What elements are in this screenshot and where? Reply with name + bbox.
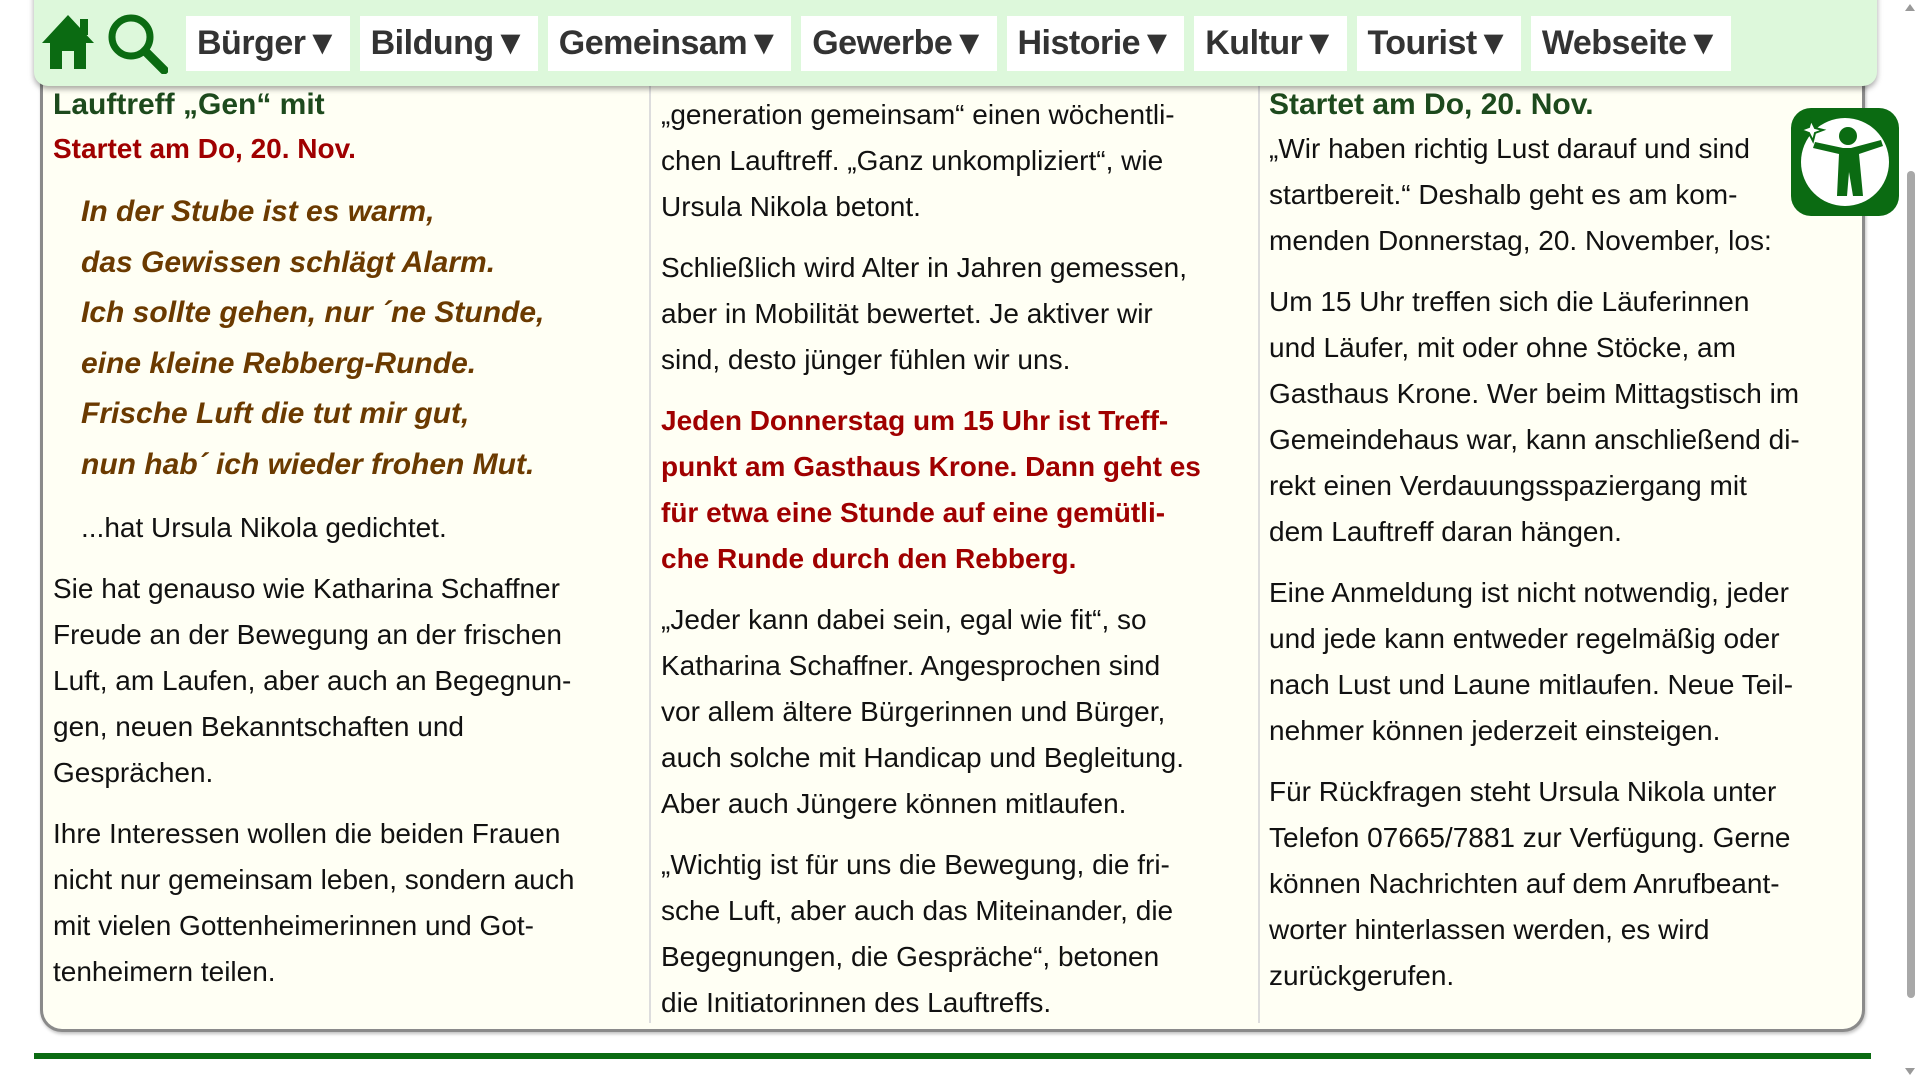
text-line: und Läufer, mit oder ohne Stöcke, am bbox=[1269, 332, 1736, 363]
menu-historie[interactable]: Historie▼ bbox=[1007, 16, 1185, 71]
text-line: chen Lauftreff. „Ganz unkompliziert“, wie bbox=[661, 145, 1164, 176]
text-line: zurückgerufen. bbox=[1269, 960, 1455, 991]
menu-tourist[interactable]: Tourist▼ bbox=[1357, 16, 1521, 71]
text-line: nun hab´ ich wieder frohen Mut. bbox=[81, 447, 535, 481]
text-line: gen, neuen Bekanntschaften und bbox=[53, 711, 465, 742]
text-line: können Nachrichten auf dem Anrufbeant- bbox=[1269, 868, 1780, 899]
text-line: Begegnungen, die Gespräche“, betonen bbox=[661, 941, 1160, 972]
start-date-heading bbox=[53, 126, 574, 172]
menu-bar bbox=[186, 16, 1731, 71]
text-line: Freude an der Bewegung an der frischen bbox=[53, 619, 562, 650]
text-line: tenheimern teilen. bbox=[53, 956, 276, 987]
poem-attribution bbox=[53, 505, 574, 551]
scroll-down-arrow-icon[interactable] bbox=[1905, 1068, 1915, 1075]
main-navigation bbox=[34, 0, 1877, 86]
paragraph bbox=[1269, 570, 1800, 754]
text-line: Für Rückfragen steht Ursula Nikola unter bbox=[1269, 776, 1777, 807]
search-icon[interactable] bbox=[106, 12, 168, 74]
scroll-up-arrow-icon[interactable] bbox=[1905, 4, 1915, 11]
section-heading bbox=[1269, 88, 1800, 122]
home-icon[interactable] bbox=[40, 13, 96, 71]
paragraph bbox=[1269, 769, 1800, 999]
text-line: „generation gemeinsam“ einen wöchentli- bbox=[661, 99, 1175, 130]
article-box bbox=[40, 0, 1865, 1032]
menu-webseite[interactable]: Webseite▼ bbox=[1531, 16, 1731, 71]
paragraph bbox=[1269, 279, 1800, 555]
article-column-left bbox=[53, 57, 574, 1010]
text-line: Gasthaus Krone. Wer beim Mittagstisch im bbox=[1269, 378, 1800, 409]
text-line: worter hinterlassen werden, es wird bbox=[1269, 914, 1710, 945]
text-line: Jeden Donnerstag um 15 Uhr ist Treff- bbox=[661, 405, 1169, 436]
text-line: sind, desto jünger fühlen wir uns. bbox=[661, 344, 1071, 375]
scrollbar-thumb[interactable] bbox=[1907, 171, 1915, 998]
text-line: Startet am Do, 20. Nov. bbox=[1269, 88, 1594, 121]
text-line: Ihre Interessen wollen die beiden Frauen bbox=[53, 818, 561, 849]
text-line: sche Luft, aber auch das Miteinander, die bbox=[661, 895, 1174, 926]
menu-kultur[interactable]: Kultur▼ bbox=[1194, 16, 1346, 71]
text-line: Startet am Do, 20. Nov. bbox=[53, 133, 356, 164]
menu-gewerbe[interactable]: Gewerbe▼ bbox=[801, 16, 996, 71]
text-line: Schließlich wird Alter in Jahren gemessen, bbox=[661, 252, 1188, 283]
paragraph bbox=[1269, 126, 1800, 264]
text-line: startbereit.“ Deshalb geht es am kom- bbox=[1269, 179, 1738, 210]
text-line: „Wir haben richtig Lust darauf und sind bbox=[1269, 133, 1750, 164]
highlight-paragraph bbox=[661, 398, 1201, 582]
paragraph bbox=[661, 92, 1201, 230]
text-line: für etwa eine Stunde auf eine gemütli- bbox=[661, 497, 1166, 528]
menu-buerger[interactable]: Bürger▼ bbox=[186, 16, 350, 71]
text-line: nach Lust und Laune mitlaufen. Neue Teil- bbox=[1269, 669, 1794, 700]
paragraph bbox=[661, 842, 1201, 1026]
text-line: „Wichtig ist für uns die Bewegung, die fri- bbox=[661, 849, 1170, 880]
text-line: vor allem ältere Bürgerinnen und Bürger, bbox=[661, 696, 1166, 727]
article-column-right bbox=[1269, 57, 1800, 1014]
text-line: Gemeindehaus war, kann anschließend di- bbox=[1269, 424, 1800, 455]
paragraph bbox=[661, 245, 1201, 383]
text-line: dem Lauftreff daran hängen. bbox=[1269, 516, 1622, 547]
column-divider bbox=[649, 0, 651, 1023]
text-line: Gesprächen. bbox=[53, 757, 214, 788]
paragraph bbox=[661, 597, 1201, 827]
column-divider bbox=[1258, 0, 1260, 1023]
text-line: che Runde durch den Rebberg. bbox=[661, 543, 1077, 574]
footer-divider bbox=[34, 1053, 1871, 1059]
text-line: und jede kann entweder regelmäßig oder bbox=[1269, 623, 1780, 654]
text-line: die Initiatorinnen des Lauftreffs. bbox=[661, 987, 1052, 1018]
text-line: In der Stube ist es warm, bbox=[81, 195, 435, 228]
section-heading bbox=[53, 88, 574, 122]
article-column-middle bbox=[661, 92, 1201, 1041]
paragraph bbox=[53, 566, 574, 796]
text-line: Ursula Nikola betont. bbox=[661, 191, 921, 222]
text-line: eine kleine Rebberg-Runde. bbox=[81, 346, 477, 380]
text-line: Sie hat genauso wie Katharina Schaffner bbox=[53, 573, 560, 604]
text-line: das Gewissen schlägt Alarm. bbox=[81, 245, 496, 279]
menu-gemeinsam[interactable]: Gemeinsam▼ bbox=[548, 16, 791, 71]
text-line: Eine Anmeldung ist nicht notwendig, jeder bbox=[1269, 577, 1789, 608]
poem bbox=[53, 187, 574, 490]
text-line: mit vielen Gottenheimerinnen und Got- bbox=[53, 910, 534, 941]
text-line: aber in Mobilität bewertet. Je aktiver wir bbox=[661, 298, 1153, 329]
text-line: Um 15 Uhr treffen sich die Läuferinnen bbox=[1269, 286, 1750, 317]
text-line: Katharina Schaffner. Angesprochen sind bbox=[661, 650, 1161, 681]
text-line: punkt am Gasthaus Krone. Dann geht es bbox=[661, 451, 1201, 482]
text-line: Telefon 07665/7881 zur Verfügung. Gerne bbox=[1269, 822, 1791, 853]
paragraph bbox=[53, 811, 574, 995]
text-line: Frische Luft die tut mir gut, bbox=[81, 397, 470, 430]
text-line: nehmer können jederzeit einsteigen. bbox=[1269, 715, 1721, 746]
text-line: Luft, am Laufen, aber auch an Begegnun- bbox=[53, 665, 572, 696]
text-line: Ich sollte gehen, nur ´ne Stunde, bbox=[81, 296, 545, 329]
text-line: „Jeder kann dabei sein, egal wie fit“, so bbox=[661, 604, 1147, 635]
text-line: nicht nur gemeinsam leben, sondern auch bbox=[53, 864, 575, 895]
text-line: menden Donnerstag, 20. November, los: bbox=[1269, 225, 1772, 256]
accessibility-icon[interactable] bbox=[1791, 108, 1899, 216]
menu-bildung[interactable]: Bildung▼ bbox=[360, 16, 538, 71]
text-line: Lauftreff „Gen“ mit bbox=[53, 88, 325, 121]
text-line: auch solche mit Handicap und Begleitung. bbox=[661, 742, 1185, 773]
text-line: rekt einen Verdauungsspaziergang mit bbox=[1269, 470, 1747, 501]
text-line: ...hat Ursula Nikola gedichtet. bbox=[81, 512, 447, 543]
text-line: Aber auch Jüngere können mitlaufen. bbox=[661, 788, 1127, 819]
